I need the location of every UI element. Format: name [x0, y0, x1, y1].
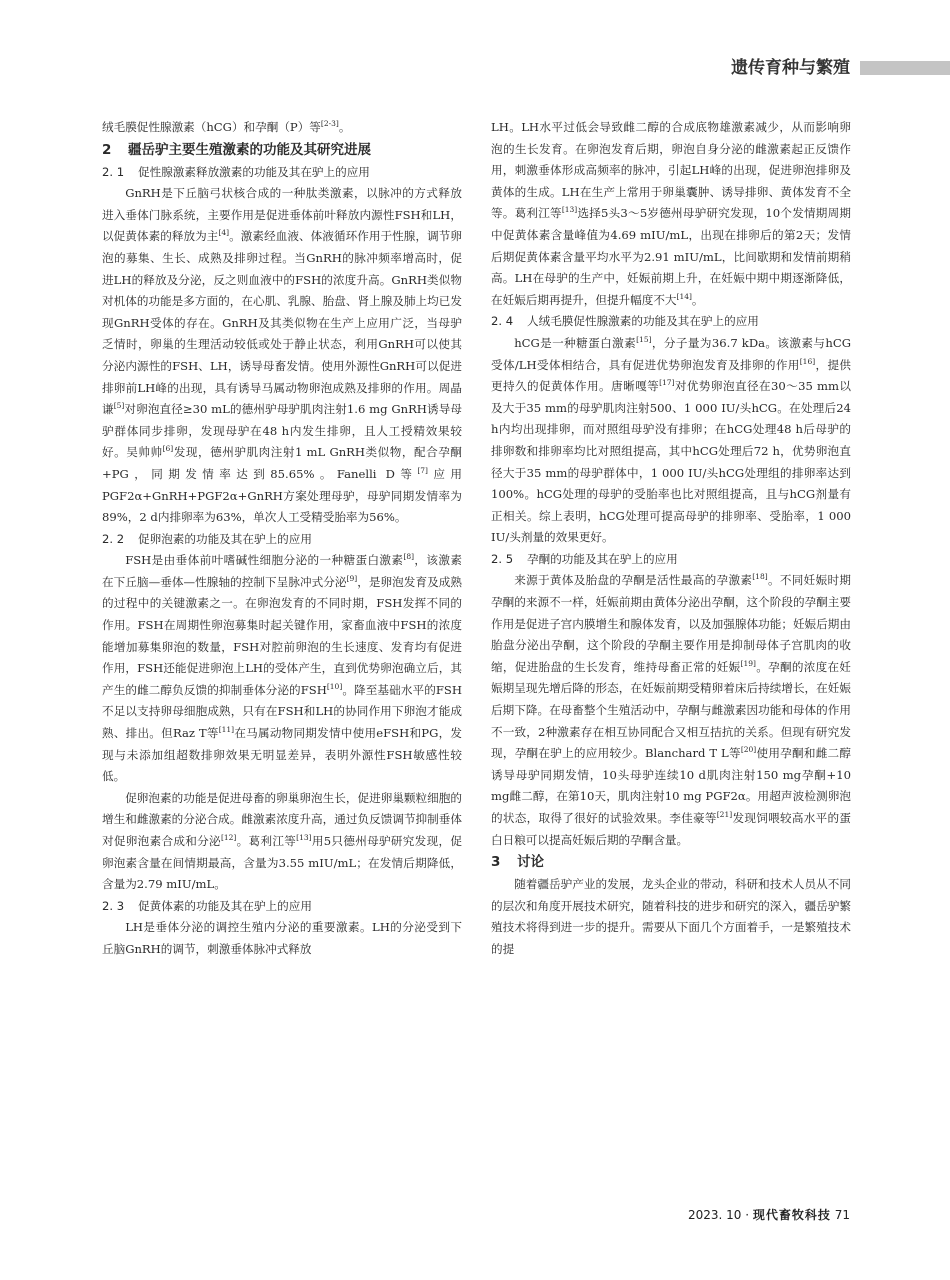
left-column	[102, 117, 462, 1207]
citation[interactable]: [11]	[218, 725, 235, 735]
citation[interactable]: [8]	[403, 552, 415, 562]
section-title: 遗传育种与繁殖	[731, 58, 850, 78]
paragraph: hCG是一种糖蛋白激素[15]，分子量为36.7 kDa。该激素与hCG受体/LH受体相结合，具有促进优势卵泡发育及排卵的作用[16]，提供更持久的促黄体作用。唐晰嘎等[17]对优势卵泡直径在30～35 mm以及大于35 mm的母驴肌肉注射500、1 000 IU/头hCG。在处理后24 h内均出现排卵，而对照组母驴没有排卵；在hCG处理48 h后母驴的排卵数和排卵率均比对照组提高，其中hCG处理后72 h，优势卵泡直径大于35 mm的母驴群体中，1 000 IU/头hCG处理组的排卵率达到100%。hCG处理的母驴的受胎率也比对照组提高，且与hCG剂量有正相关。综上表明，hCG处理可提高母驴的排卵率、受胎率，1 000 IU/头剂量的效果更好。	[491, 335, 851, 545]
page-header	[0, 56, 950, 80]
paragraph: 来源于黄体及胎盘的孕酮是活性最高的孕激素[18]。不同妊娠时期孕酮的来源不一样，妊娠前期由黄体分泌出孕酮，这个阶段的孕酮主要作用是促进子宫内膜增生和腺体发育，以及加强腺体功能；妊娠后期由胎盘分泌出孕酮，这个阶段的孕酮主要作用是抑制母体子宫肌肉的收缩，促进胎盘的生长发育，维持母畜正常的妊娠[19]。孕酮的浓度在妊娠期呈现先增后降的形态，在妊娠前期受精卵着床后持续增长，在妊娠后期下降。在母畜整个生殖活动中，孕酮与雌激素因功能和母体的作用不一致，2种激素存在相互协同配合又相互拮抗的关系。但现有研究发现，孕酮在驴上的应用较少。Blanchard T L等[20]使用孕酮和雌二醇诱导母驴同期发情，10头母驴连续10 d肌肉注射150 mg孕酮+10 mg雌二醇，在第10天，肌肉注射10 mg PGF2α。用超声波检测卵泡的状态，取得了很好的试验效果。李佳豪等[21]发现饲喂较高水平的蛋白日粮可以提高妊娠后期的孕酮含量。	[491, 572, 851, 847]
section-heading: 3 讨论	[491, 854, 544, 871]
subsection-heading: 2. 1 促性腺激素释放激素的功能及其在驴上的应用	[102, 164, 370, 179]
citation[interactable]: [7]	[417, 466, 428, 476]
header-bar	[860, 61, 950, 75]
citation[interactable]: [5]	[113, 401, 125, 411]
paragraph: 绒毛膜促性腺激素（hCG）和孕酮（P）等[2-3]。	[102, 119, 351, 134]
citation[interactable]: [10]	[326, 681, 343, 691]
subsection-heading: 2. 2 促卵泡素的功能及其在驴上的应用	[102, 531, 312, 546]
paragraph: LH是垂体分泌的调控生殖内分泌的重要激素。LH的分泌受到下丘脑GnRH的调节，刺激垂体脉冲式释放	[102, 920, 462, 956]
citation[interactable]: [18]	[752, 572, 768, 582]
citation[interactable]: [4]	[218, 228, 230, 238]
citation[interactable]: [13]	[561, 205, 578, 215]
right-column	[491, 117, 851, 1207]
citation[interactable]: [17]	[659, 378, 675, 388]
paragraph: 随着疆岳驴产业的发展，龙头企业的带动，科研和技术人员从不同的层次和角度开展技术研究，随着科技的进步和研究的深入，疆岳驴繁殖技术将得到进一步的提升。需要从下面几个方面着手，一是繁殖技术的提	[491, 877, 851, 956]
citation[interactable]: [12]	[220, 833, 237, 843]
citation[interactable]: [16]	[799, 356, 816, 366]
citation[interactable]: [9]	[346, 574, 358, 584]
citation[interactable]: [15]	[636, 335, 652, 345]
subsection-heading: 2. 4 人绒毛膜促性腺激素的功能及其在驴上的应用	[491, 314, 759, 329]
citation[interactable]: [2-3]	[320, 119, 339, 129]
citation[interactable]: [13]	[296, 833, 312, 843]
paragraph: FSH是由垂体前叶嗜碱性细胞分泌的一种糖蛋白激素[8]，该激素在下丘脑—垂体—性腺轴的控制下呈脉冲式分泌[9]，是卵泡发育及成熟的过程中的关键激素之一。在卵泡发育的不同时期，FSH发挥不同的作用。FSH在周期性卵泡募集时起关键作用，家畜血液中FSH的浓度能增加募集卵泡的数量，FSH对腔前卵泡的生长速度、发育均有促进作用，FSH还能促进卵泡上LH的受体产生，直到优势卵泡确立后，其产生的雌二醇负反馈的抑制垂体分泌的FSH[10]。降至基础水平的FSH不足以支持卵母细胞成熟，只有在FSH和LH的协同作用下卵泡才能成熟、排出。但Raz T等[11]在马属动物同期发情中使用eFSH和PG，发现与未添加组超数排卵效果无明显差异，表明外源性FSH敏感性较低。	[102, 552, 462, 784]
paragraph: LH。LH水平过低会导致雌二醇的合成底物雄激素减少，从而影响卵泡的生长发育。在卵泡发育后期，卵泡自身分泌的雌激素起正反馈作用，刺激垂体形成高频率的脉冲，引起LH峰的出现，促进卵泡排卵及黄体的生成。LH在生产上常用于卵巢囊肿、诱导排卵、黄体发育不全等。葛利江等[13]选择5头3～5岁德州母驴研究发现，10个发情期周期中促黄体素含量峰值为4.69 mIU/mL，出现在排卵后的第2天；发情后期促黄体素含量平均水平为2.91 mIU/mL，比间歇期和发情前期稍高。LH在母驴的生产中，妊娠前期上升，在妊娠中期中期逐渐降低，在妊娠后期再提升，但提升幅度不大[14]。	[491, 120, 851, 307]
page-number: 71	[834, 1208, 850, 1222]
citation[interactable]: [21]	[716, 810, 733, 820]
paragraph: GnRH是下丘脑弓状核合成的一种肽类激素，以脉冲的方式释放进入垂体门脉系统，主要作用是促进垂体前叶释放内源性FSH和LH，以促黄体素的释放为主[4]。激素经血液、体液循环作用于性腺，调节卵泡的募集、生长、成熟及排卵过程。当GnRH的脉冲频率增高时，促进LH的释放及分泌，反之则血液中的FSH的浓度升高。GnRH类似物对机体的功能是多方面的，在心肌、乳腺、胎盘、肾上腺及肺上均已发现GnRH受体的存在。GnRH及其类似物在生产上应用广泛，当母驴乏情时，卵巢的生理活动较低或处于静止状态，利用GnRH可以使其分泌内源性的FSH、LH，诱导母畜发情。使用外源性GnRH可以促进排卵前LH峰的出现，具有诱导马属动物卵泡成熟及排卵的作用。周晶谦[5]对卵泡直径≥30 mL的德州驴母驴肌肉注射1.6 mg GnRH诱导母驴群体同步排卵，发现母驴在48 h内发生排卵，且人工授精效果较好。吴帅帅[6]发现，德州驴肌肉注射1 mL GnRH类似物，配合孕酮+PG，同期发情率达到85.65%。Fanelli D等[7]应用PGF2α+GnRH+PGF2α+GnRH方案处理母驴，母驴同期发情率为89%，2 d内排卵率为63%，单次人工受精受胎率为56%。	[102, 186, 462, 525]
citation[interactable]: [20]	[740, 745, 757, 755]
subsection-heading: 2. 5 孕酮的功能及其在驴上的应用	[491, 551, 678, 566]
citation[interactable]: [14]	[676, 291, 692, 301]
citation[interactable]: [6]	[162, 444, 174, 454]
section-heading: 2 疆岳驴主要生殖激素的功能及其研究进展	[102, 141, 371, 158]
issue-label: 2023. 10 ·	[687, 1208, 753, 1222]
page-footer	[688, 1206, 850, 1223]
journal-name: 现代畜牧科技	[752, 1208, 831, 1222]
subsection-heading: 2. 3 促黄体素的功能及其在驴上的应用	[102, 898, 312, 913]
citation[interactable]: [19]	[740, 658, 756, 668]
paragraph: 促卵泡素的功能是促进母畜的卵巢卵泡生长，促进卵巢颗粒细胞的增生和雌激素的分泌合成。雌激素浓度升高，通过负反馈调节抑制垂体对促卵泡素合成和分泌[12]。葛利江等[13]用5只德州母驴研究发现，促卵泡素含量在间情期最高，含量为3.55 mIU/mL；在发情后期降低，含量为2.79 mIU/mL。	[102, 790, 462, 892]
